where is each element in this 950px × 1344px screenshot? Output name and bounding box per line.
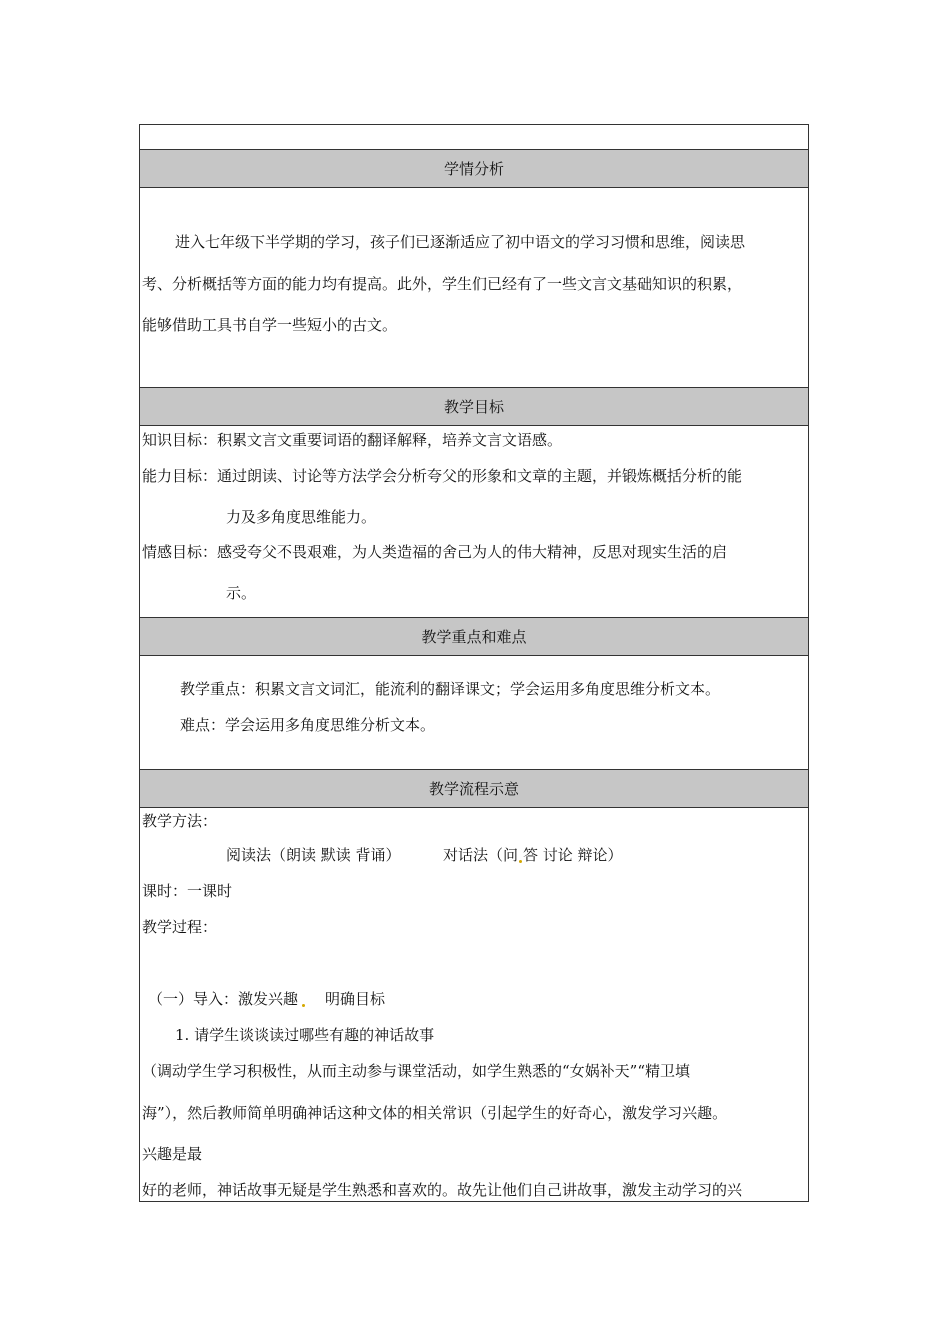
- method-label: 教学方法：: [142, 812, 218, 830]
- lesson-plan-table: [139, 124, 809, 1202]
- process-label: 教学过程：: [142, 918, 218, 936]
- section-header-process: [140, 769, 808, 808]
- analysis-line-2: 考、分析概括等方面的能力均有提高。此外，学生们已经有了一些文言文基础知识的积累，: [142, 275, 743, 293]
- step-1-para-line-2: 海”），然后教师简单明确神话这种文体的相关常识（引起学生的好奇心，激发学习兴趣。: [142, 1104, 728, 1122]
- objective-emotion-line-1: 情感目标：感受夸父不畏艰难，为人类造福的舍己为人的伟大精神，反思对现实生活的启: [142, 543, 728, 561]
- step-1-item-1: 1. 请学生谈谈读过哪些有趣的神话故事: [175, 1026, 435, 1044]
- step-1-title: [148, 989, 385, 1009]
- section-title: 教学重点和难点: [421, 628, 527, 646]
- section-header-objectives: [140, 387, 808, 426]
- section-header-keypoints: [140, 617, 808, 656]
- highlight-dot: [302, 1004, 305, 1007]
- step-1-title-b: 明确目标: [325, 990, 386, 1008]
- methods-reading: 阅读法（朗读 默读 背诵）: [226, 846, 401, 864]
- objective-ability-line-2: 力及多角度思维能力。: [226, 508, 377, 526]
- key-difficulty: 难点：学会运用多角度思维分析文本。: [180, 716, 436, 734]
- objective-emotion-line-2: 示。: [226, 584, 257, 602]
- step-1-para-line-1: （调动学生学习积极性，从而主动参与课堂活动，如学生熟悉的“女娲补天”“精卫填: [142, 1062, 691, 1080]
- objective-knowledge: 知识目标：积累文言文重要词语的翻译解释，培养文言文语感。: [142, 431, 563, 449]
- analysis-line-1: 进入七年级下半学期的学习，孩子们已逐渐适应了初中语文的学习习惯和思维，阅读思: [175, 233, 746, 251]
- section-title: 学情分析: [443, 160, 504, 178]
- step-1-para-line-4: 好的老师，神话故事无疑是学生熟悉和喜欢的。故先让他们自己讲故事，激发主动学习的兴: [142, 1181, 743, 1199]
- section-title: 教学目标: [443, 398, 504, 416]
- step-1-para-line-3: 兴趣是最: [142, 1145, 203, 1163]
- class-hours: 课时：一课时: [142, 882, 233, 900]
- methods-dialogue-b: 答 讨论 辩论）: [523, 846, 623, 864]
- step-1-title-a: （一）导入：激发兴趣: [148, 990, 299, 1008]
- highlight-dot: [519, 860, 522, 863]
- section-title: 教学流程示意: [428, 780, 519, 798]
- key-focus: 教学重点：积累文言文词汇，能流利的翻译课文；学会运用多角度思维分析文本。: [180, 680, 721, 698]
- objective-ability-line-1: 能力目标：通过朗读、讨论等方法学会分析夸父的形象和文章的主题，并锻炼概括分析的能: [142, 467, 743, 485]
- methods-dialogue-a: 对话法（问: [443, 846, 519, 864]
- analysis-line-3: 能够借助工具书自学一些短小的古文。: [142, 316, 398, 334]
- methods-dialogue: [443, 845, 623, 865]
- section-header-analysis: [140, 149, 808, 188]
